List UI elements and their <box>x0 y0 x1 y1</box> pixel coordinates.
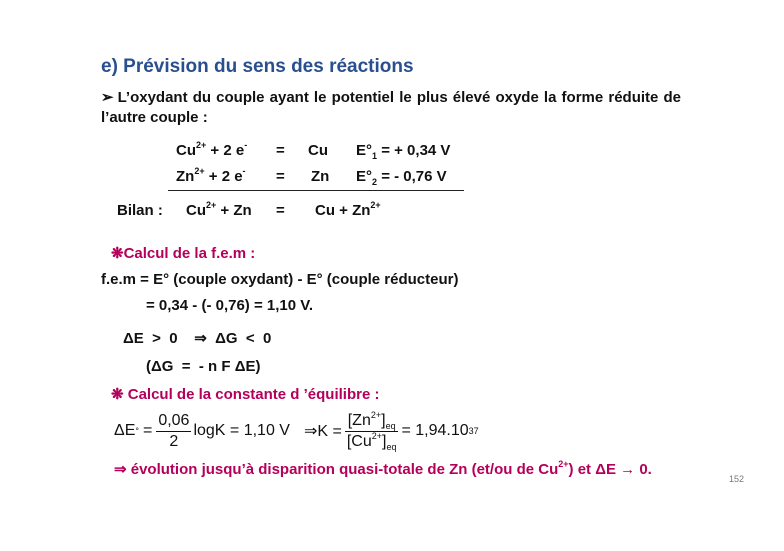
half-equation-1-potential: $E^\circ_1$ = + 0,34 V <box>356 142 451 161</box>
constant-heading: ❋ Calcul de la constante d ’équilibre : <box>111 386 380 403</box>
half-equation-2-rhs: Zn <box>311 168 330 185</box>
flower-bullet-icon: ❋ <box>111 245 124 262</box>
fem-heading: ❋Calcul de la f.e.m : <box>111 245 256 262</box>
delta-g-relation: (ΔG = - n F ΔE) <box>146 358 261 375</box>
half-equation-2-lhs: $Zn^{2+} + 2$ e- <box>176 166 246 185</box>
fem-line-2: = 0,34 - (- 0,76) = 1,10 V. <box>146 297 314 314</box>
fem-line-1: f.e.m = E° (couple oxydant) - E° (couple réducteur) <box>101 271 459 288</box>
intro-text: L’oxydant du couple ayant le potentiel le plus élevé oxyde la forme réduite de l’autre couple : <box>101 89 681 126</box>
half-equation-1-equals: = <box>276 142 285 159</box>
section-title: e) Prévision du sens des réactions <box>101 56 414 77</box>
k-fraction: $\frac{[Zn^{2+}]_{eq}}{[Cu^{2+}]_{eq}}$ <box>346 409 397 452</box>
arrow-bullet-icon: ➢ <box>101 89 114 106</box>
fraction-0-06-over-2: $\frac{0,06}{2}$ <box>158 411 190 450</box>
half-equation-2-equals: = <box>276 168 285 185</box>
bilan-label: Bilan : <box>117 202 163 219</box>
half-equation-2-potential: $E^\circ_2$ = - 0,76 V <box>356 168 447 187</box>
half-equation-1-rhs: Cu <box>308 142 328 159</box>
bilan-rhs: $Cu + Zn^{2+}$ <box>315 200 381 219</box>
sum-divider-line <box>168 190 464 191</box>
page-number: 152 <box>729 474 745 484</box>
bilan-lhs: $Cu^{2+} + Zn$ <box>186 200 252 219</box>
equilibrium-constant-formula: ΔE ° = $\frac{0,06}{2}$ logK = 1,10 V ⇒K = $\frac{[Zn^{2+}]_{eq}}{[Cu^{2+}]_{eq}}$ = 1,94.10 37 <box>114 409 479 452</box>
conclusion-line: ⇒ évolution jusqu’à disparition quasi-totale de Zn (et/ou de $Cu^{2+}$) et ΔE → 0. <box>114 459 652 478</box>
bilan-equals: = <box>276 202 285 219</box>
flower-bullet-icon: ❋ <box>111 386 124 403</box>
delta-inequality: ΔE > 0 ⇒ ΔG < 0 <box>123 330 272 347</box>
half-equation-1-lhs: $Cu^{2+} + 2$ e- <box>176 140 248 159</box>
intro-paragraph <box>101 88 681 128</box>
